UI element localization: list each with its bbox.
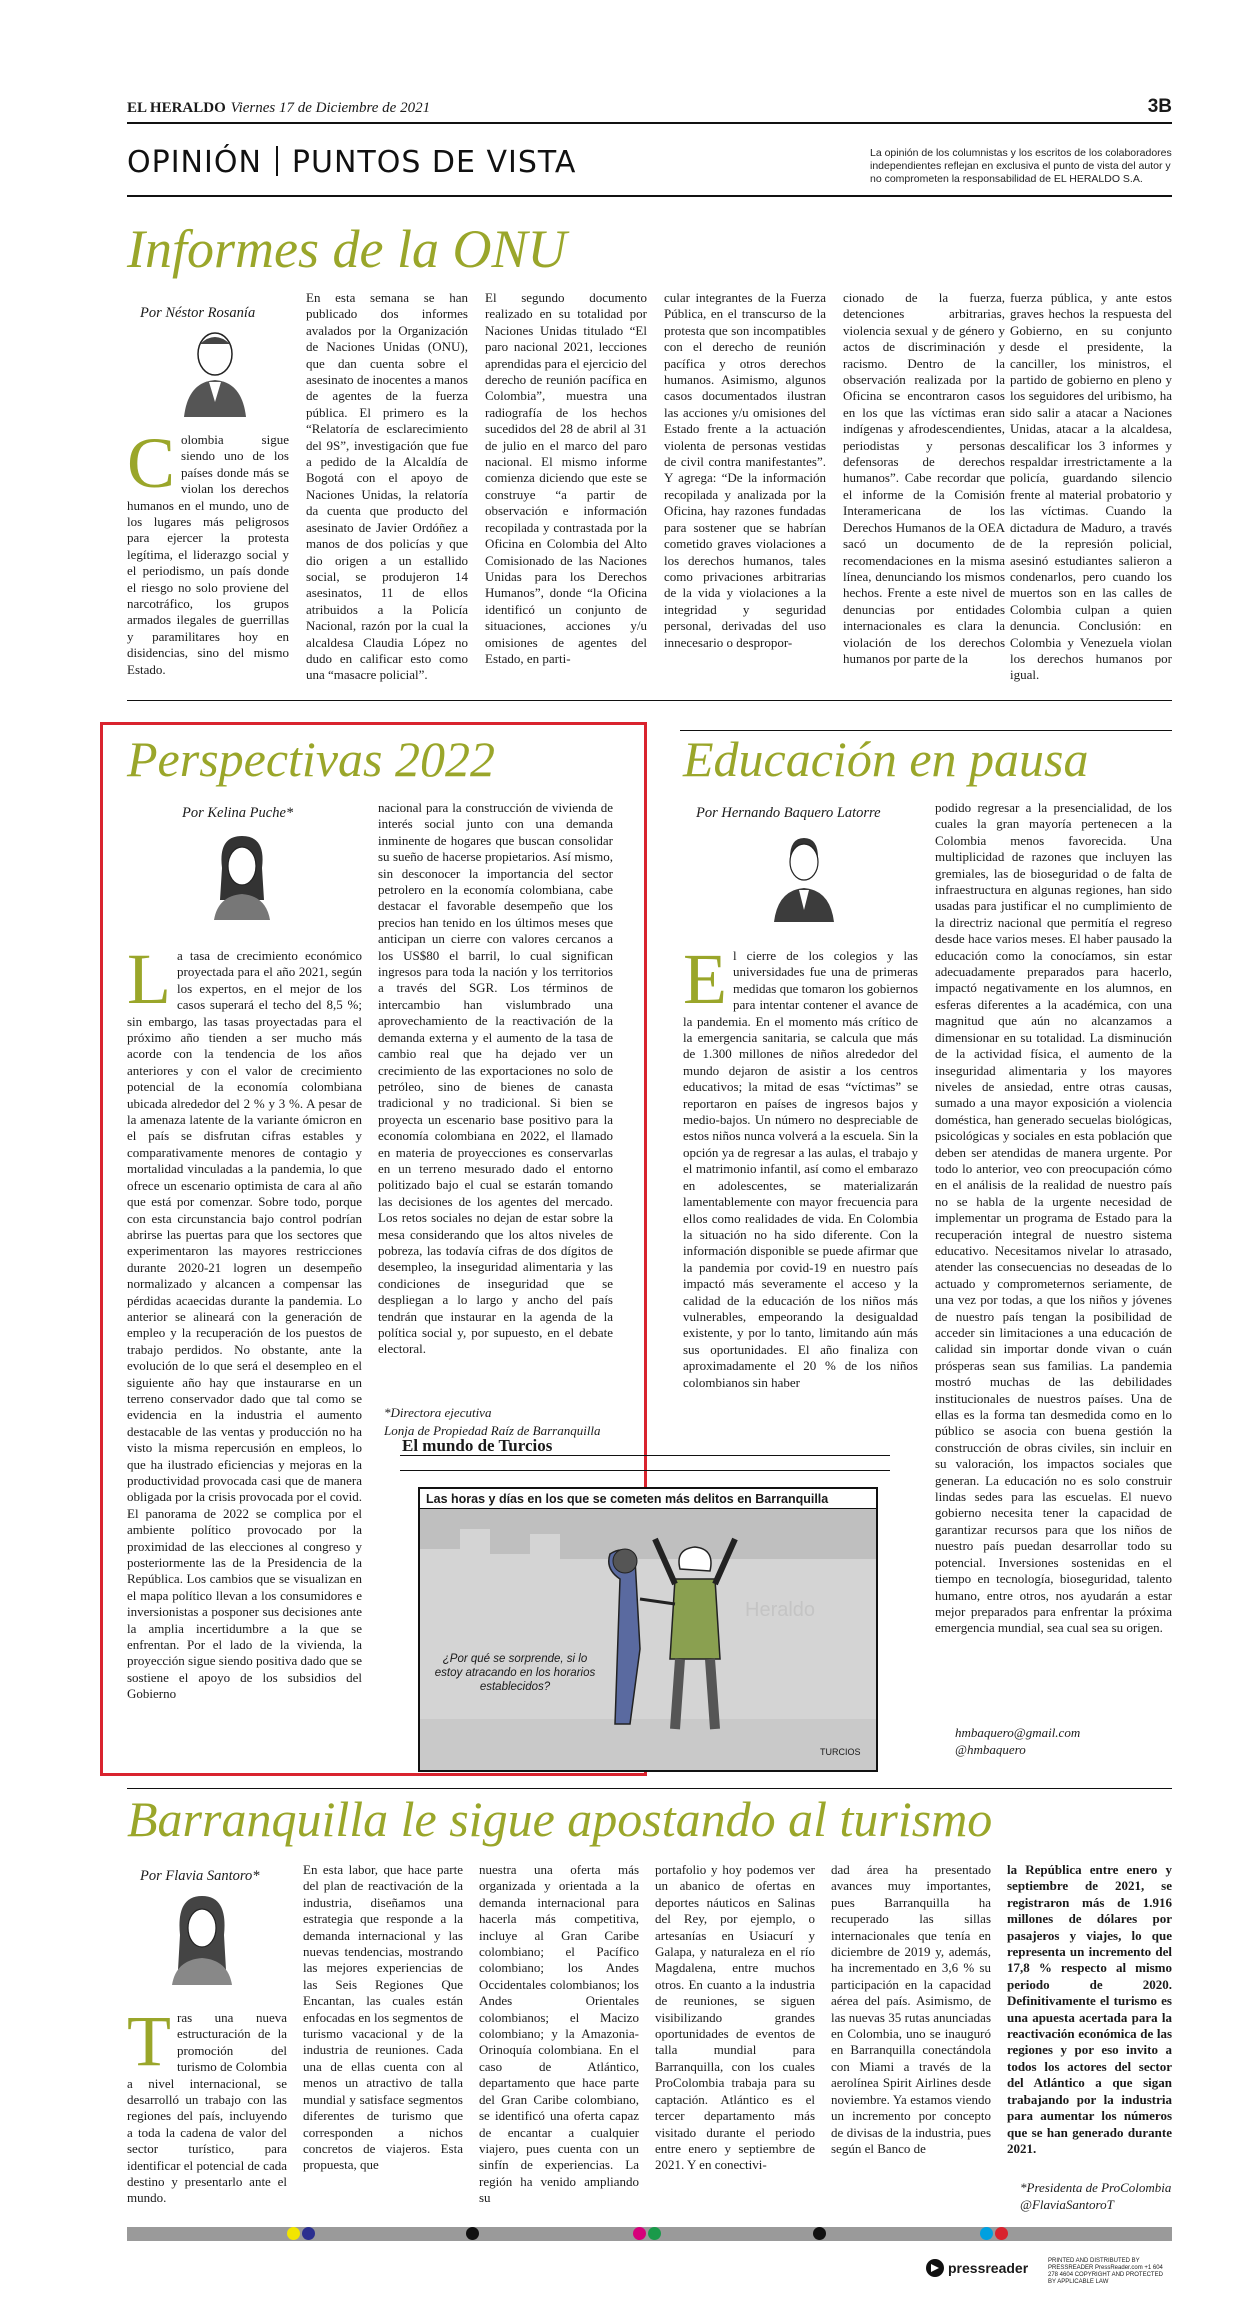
section-divider — [276, 146, 278, 176]
registration-dot-blue — [302, 2227, 315, 2240]
article1-col4: cular integrantes de la Fuerza Pública, en el transcurso de la protesta que son incompatibles con el derecho de reunión pacífica y otros derechos humanos. Asimismo, algunos casos documentados ilustran las acciones y/u omisiones del Estado frente a la actuación violenta de personas vestidas de civil contra manifestantes”. Y agrega: “De la información recopilada y analizada por la Oficina, hay razones fundadas para sostener que se habrían cometido graves violaciones a los derechos humanos, tales como privaciones arbitrarias de la vida y violaciones a la integridad y seguridad personal, derivadas del uso innecesario o despropor- — [664, 290, 826, 650]
article4-col4: portafolio y hoy podemos ver un abanico de ofertas en deportes náuticos en Salinas del Rey, por ejemplo, o artesanías en Usiacurí y Galapa, y naturaleza en el río Magdalena, entre muchos otros. En cuanto a la industria de reuniones, se siguen visibilizando grandes oportunidades de eventos de talla mundial para Barranquilla, con los cuales ProColombia trabaja para su captación. Atlántico es el tercer departamento más visitado durante el periodo entre enero y septiembre de 2021. Y en conectivi- — [655, 1862, 815, 2173]
footnote-procolombia: *Presidenta de ProColombia — [1020, 2180, 1172, 2195]
article1-col3: El segundo documento realizado en su totalidad por Naciones Unidas titulado “El paro nacional 2021, lecciones aprendidas para el ejercicio del derecho de reunión pacífica en Colombia”, muestra una radiografía de los hechos sucedidos del 28 de abril al 31 de julio en el marco del paro nacional. El mismo informe comienza diciendo que este se construye “a partir de observación e información recopilada y contrastada por la Oficina en Colombia del Alto Comisionado de las Naciones Unidas para los Derechos Humanos”, donde “la Oficina identificó un conjunto de situaciones, acciones y/u omisiones de agentes del Estado, en parti- — [485, 290, 647, 666]
article3-col2: podido regresar a la presencialidad, de los cuales la gran mayoría pertenecen a la Colombia menos favorecida. Una multiplicidad de razones que incluyen las gremiales, las de bioseguridad o de falta de infraestructura en algunas regiones, han sido usadas para justificar el no cumplimiento de la directriz nacional que permitía el regreso desde hace varios meses. El haber pausado la educación como la conocíamos, sin estar adecuadamente preparados para hacerlo, impactó negativamente en los alumnos, en esferas diferentes a la académica, con una magnitud que aún no alcanzamos a dimensionar en su totalidad. La disminución de la actividad física, el aumento de la inseguridad alimentaria y los mayores niveles de ansiedad, entre otras causas, sumado a una mayor exposición a violencia doméstica, han generado secuelas biológicas, psicológicas y sociales en esta población que deben ser atendidas de manera urgente. Por todo lo anterior, veo con preocupación cómo en el análisis de la realidad de nuestro país no se habla de la urgente necesidad de implementar un programa de Estado para la recuperación integral de nuestro sistema educativo. Necesitamos nivelar lo atrasado, atender las consecuencias no deseadas de lo actuado y comprometernos seriamente, de una vez por todas, a que los niños y jóvenes de nuestro país tengan la posibilidad de acceder sin limitaciones a una educación de calidad sin importar donde vivan o cuán prósperas sean sus familias. La pandemia mostró muchas de las debilidades institucionales de nuestros países. Una de ellas es la forma tan desmedida como en lo público se asocia con buena gestión la construcción de obras civiles, sin incluir en su valoración, los impactos sociales que generan. La educación no es solo construir lindas sedes para las escuelas. El nuevo gobierno necesita tener la capacidad de garantizar recursos para que los niños de nuestro país puedan desarrollar todo su potencial. Inversiones sostenidas en el tiempo en tecnología, bioseguridad, talento humano, entre otros, nos ayudarán a estar mejor preparados para enfrentar la próxima emergencia mundial, sea cual sea su origen. — [935, 800, 1172, 1636]
cartoon-speech: ¿Por qué se sorprende, si lo estoy atracando en los horarios establecidos? — [434, 1653, 596, 1693]
registration-dot-green — [648, 2227, 661, 2240]
dropcap-t: T — [127, 2010, 171, 2081]
article1-col1: Colombia sigue siendo uno de los países donde más se violan los derechos humanos en el mundo, uno de los lugares más peligrosos para ejercer la protesta legítima, el liderazgo social y el periodismo, un país donde el riesgo no solo proviene del narcotráfico, los grupos armados ilegales de guerrillas y paramilitares hoy en disidencias, sino del mismo Estado. — [127, 432, 289, 677]
dropcap-l: L — [127, 948, 171, 1019]
byline-baquero: Por Hernando Baquero Latorre — [696, 805, 881, 821]
article1-col2: En esta semana se han publicado dos informes avalados por la Organización de Naciones Unidas (ONU), que dan cuenta sobre el asesinato de inocentes a manos de agentes de la fuerza pública. El primero es la “Relatoría de esclarecimiento del 9S”, investigación que fue a pedido de la Alcaldía de Bogotá con el apoyo de Naciones Unidas, la relatoría da cuenta que producto del asesinato de Javier Ordóñez a manos de dos policías y que dio origen a un estallido social, se produjeron 14 asesinatos, 11 de ellos atribuidos a la Policía Nacional, razón por la cual la alcaldesa Claudia López no dudo en calificar esto como una “masacre policial”. — [306, 290, 468, 683]
newspaper-name: EL HERALDO — [127, 100, 226, 116]
article1-rule — [127, 700, 1172, 701]
registration-dot-black — [813, 2227, 826, 2240]
dropcap-c: C — [127, 432, 176, 503]
page-number: 3B — [1147, 96, 1172, 117]
byline-puche: Por Kelina Puche* — [182, 805, 294, 821]
registration-dot-black — [466, 2227, 479, 2240]
headline-barranquilla: Barranquilla le sigue apostando al turismo — [127, 1791, 993, 1847]
disclaimer: La opinión de los columnistas y los escritos de los colaboradores independientes reflejan en exclusiva el punto de vista del autor y no comprometen la responsabilidad de EL HERALDO S.A. — [870, 147, 1172, 185]
registration-dot-cyan — [980, 2227, 993, 2240]
article2-col1: La tasa de crecimiento económico proyectada para el año 2021, según los expertos, en el mejor de los casos superará el techo del 8,5 %; sin embargo, las tasas proyectadas para el próximo año tienden a ser mucho más acorde con la tendencia de los años anteriores y con el valor de crecimiento potencial de la economía colombiana ubicada alrededor del 2 % y 3 %. A pesar de la amenaza latente de la variante ómicron en el país se disfrutan cifras estables y comparativamente menores de contagio y mortalidad vinculadas a la pandemia, lo que ofrece un escenario optimista de cara al año que está por comenzar. Sobre todo, porque con esta circunstancia bajo control podrían abrirse las puertas para que los sectores que experimentaron las mayores restricciones durante 2020-21 logren un desempeño normalizado y alcancen a compensar las pérdidas acaecidas durante la pandemia. Lo anterior se alineará con la generación de empleo y la recuperación de los puestos de trabajo perdidos. No obstante, ante la evolución de lo que será el desempleo en el siguiente año hay que instaurarse en un terreno conservador dado que tal como se evidencia en la industria el aumento destacable de las ventas y producción no ha visto la misma repercusión en empleos, lo que ha ilustrado eficiencias y mejoras en la productividad provocada casi que de manera obligada por la crisis provocada por el covid. El panorama de 2022 se complica por el ambiente político provocado por la proximidad de las elecciones al congreso y posteriormente las de la Presidencia de la República. Los cambios que se visualizan en el mapa político llevan a los consumidores e inversionistas a posponer sus decisiones ante la amplia incertidumbre a la que se enfrentan. Por el lado de la vivienda, la proyección sigue siendo positiva dado que se sostiene el apoyo de los subsidios del Gobierno — [127, 948, 362, 1702]
cartoon-section-title: El mundo de Turcios — [402, 1436, 553, 1455]
article1-col5: cionado de la fuerza, detenciones arbitrarias, violencia sexual y de género y actos de discriminación y racismo. Dentro de la observación realizada por la Oficina se encontraron casos en los que las víctimas eran indígenas y afrodescendientes, periodistas y personas defensoras de derechos humanos”. Cabe recordar que el informe de la Comisión Interamericana de los Derechos Humanos de la OEA sacó un documento de recomendaciones en la misma línea, denunciando los mismos hechos. Frente a este nivel de denuncias por entidades internacionales es clara la violación de los derechos humanos por parte de la — [843, 290, 1005, 666]
section-puntos: PUNTOS DE VISTA — [291, 145, 577, 180]
author-portrait — [208, 830, 276, 920]
registration-dot-magenta — [633, 2227, 646, 2240]
author-portrait — [180, 322, 250, 417]
headline-educacion: Educación en pausa — [683, 731, 1089, 787]
section-header — [127, 145, 576, 180]
author-portrait — [770, 828, 838, 922]
author-handle: @FlaviaSantoroT — [1020, 2197, 1114, 2212]
article3-col1: El cierre de los colegios y las universidades fue una de primeras medidas que tomaron los gobiernos para intentar contener el avance de la pandemia. En el momento más crítico de la emergencia sanitaria, se calcula que más de 1.300 millones de niños alrededor del mundo dejaron de asistir a los centros educativos; la mitad de esas “víctimas” se reportaron en países de ingresos bajos y medio-bajos. Un número no despreciable de estos niños nunca volverá a la escuela. Sin la opción ya de regresar a las aulas, el trabajo y el matrimonio infantil, así como el embarazo en adolescentes, se materializarán lamentablemente con mayor frecuencia para ellos como realidades de vida. En Colombia la situación no ha sido diferente. Con la información disponible se puede afirmar que la pandemia por covid-19 en nuestro país impactó más severamente el acceso y la calidad de la educación de los niños más vulnerables, empeorando la desigualdad existente, y por lo tanto, limitando aún más sus oportunidades. El año finaliza con aproximadamente el 20 % de los niños colombianos sin haber — [683, 948, 918, 1390]
article1-col6: fuerza pública, y ante estos graves hechos la respuesta del Gobierno, en su conjunto desde el presidente, la canciller, los ministros, el partido de gobierno en pleno y los seguidores del uribismo, ha sido salir a atacar a Naciones Unidas, atacar a la alcaldesa, descalificar los 3 informes y respaldar irrestrictamente a la policía, guardando silencio frente al material probatorio y las víctimas. Cuando la dictadura de Maduro, a través de la represión policial, asesinó estudiantes salieron a condenarlos, pero cuando los muertos son en las calles de Colombia culpan a quien denuncia. Conclusión: en Colombia y Venezuela violan los derechos humanos por igual. — [1010, 290, 1172, 683]
headline-perspectivas: Perspectivas 2022 — [127, 731, 495, 787]
registration-dot-yellow — [287, 2227, 300, 2240]
pressreader-logo: pressreader — [948, 2260, 1029, 2276]
pressreader-notice: PRINTED AND DISTRIBUTED BY PRESSREADER PressReader.com +1 604 278 4604 COPYRIGHT AND PROTECTED BY APPLICABLE LAW — [1048, 2258, 1163, 2285]
section-opinion: OPINIÓN — [127, 145, 262, 180]
article4-rule — [127, 1788, 1172, 1789]
article4-col1: Tras una nueva estructuración de la promoción del turismo de Colombia a nivel internacional, se desarrolló un trabajo con las regiones del país, incluyendo a toda la cadena de valor del sector turístico, para identificar el potencial de cada destino y presentarlo ante el mundo. — [127, 2010, 287, 2206]
byline-rosania: Por Néstor Rosanía — [140, 305, 256, 321]
issue-date: Viernes 17 de Diciembre de 2021 — [230, 100, 431, 116]
pressreader-icon — [925, 2258, 945, 2278]
author-portrait — [168, 1890, 236, 1985]
footnote-directora: *Directora ejecutiva — [384, 1405, 492, 1420]
article4-col5: dad área ha presentado avances muy importantes, pues Barranquilla ha recuperado las sillas internacionales que tenía en diciembre de 2019 y, además, ha incrementado en 3,6 % su participación en la capacidad aérea del país. Asimismo, de las nuevas 35 rutas anunciadas en Colombia, uno se inauguró en Barranquilla conectándola con Miami a través de la aerolínea Spirit Airlines desde noviembre. Ya estamos viendo un incremento por concepto de divisas de la industria, pues según el Banco de — [831, 1862, 991, 2156]
headline-informes: Informes de la ONU — [127, 219, 567, 279]
registration-dot-red — [995, 2227, 1008, 2240]
cartoon-title: Las horas y días en los que se cometen más delitos en Barranquilla — [420, 1489, 876, 1509]
dropcap-e: E — [683, 948, 727, 1019]
byline-santoro: Por Flavia Santoro* — [140, 1868, 260, 1884]
author-handle: @hmbaquero — [955, 1742, 1026, 1757]
article4-col3: nuestra una oferta más organizada y orientada a la demanda internacional para hacerla más competitiva, incluye al Gran Caribe colombiano; el Pacífico colombiano; los Andes Occidentales colombianos; los Andes Orientales colombianos; el Macizo colombiano; y la Amazonia-Orinoquía colombiana. En el caso de Atlántico, departamento que hace parte del Gran Caribe colombiano, se identificó una oferta capaz de encantar a cualquier viajero, pues cuenta con un sinfín de experiencias. La región ha venido ampliando su — [479, 1862, 639, 2206]
article2-col2: nacional para la construcción de vivienda de interés social junto con una demanda inminente de hogares que buscan consolidar su sueño de hacerse propietarios. Así mismo, sin desconocer la importancia del sector petrolero en la economía colombiana, cabe destacar el favorable desempeño que los precios han tenido en los últimos meses que anticipan un cierre con valores cercanos a los US$80 el barril, lo cual significan ingresos para toda la nación y los territorios a través del SGR. Los términos de intercambio han vislumbrado una aprovechamiento de la reactivación de la demanda externa y el aumento de la tasa de cambio real que ha dejado ver un crecimiento de las exportaciones no solo de petróleo, sino de bienes de canasta tradicional y no tradicional. Si bien se proyecta un escenario base positivo para la economía colombiana en 2022, el llamado en materia de proyecciones es conservarlas en un terreno mesurado dado el entorno politizado bajo el cual se estarán tomando las decisiones de los agentes del mercado. Los retos sociales no dejan de estar sobre la mesa considerando que los altos niveles de pobreza, las todavía cifras de dos dígitos de desempleo, la inseguridad alimentaria y las condiciones de inseguridad que se despliegan a lo largo y ancho del país tendrán que instaurar en la agenda de la política social y, por supuesto, en el debate electoral. — [378, 800, 613, 1357]
author-email: hmbaquero@gmail.com — [955, 1725, 1081, 1740]
masthead-rule — [127, 122, 1172, 124]
cartoon-watermark: Heraldo — [745, 1599, 816, 1621]
article4-col6: la República entre enero y septiembre de 2021, se registraron más de 1.916 millones de dólares por pasajeros y viajes, lo que representa un incremento del 17,8 % respecto al mismo periodo de 2020. Definitivamente el turismo es una apuesta acertada para la reactivación económica de las regiones y por eso invito a todos los actores del sector del Atlántico a que sigan trabajando por la industria para aumentar los números que se han generado durante 2021. — [1007, 1862, 1172, 2156]
footnote-lonja: Lonja de Propiedad Raíz de Barranquilla — [384, 1423, 601, 1438]
article4-col2: En esta labor, que hace parte del plan de reactivación de la industria, diseñamos una estrategia que responde a la demanda internacional y las nuevas tendencias, mostrando las mejores experiencias de las Seis Regiones Que Encantan, las cuales están enfocadas en los segmentos de turismo vacacional y de la industria de reuniones. Cada una de ellas cuenta con al menos un atractivo de talla mundial y satisface segmentos diferentes de turismo que corresponden a nichos concretos de viajeros. Esta propuesta, que — [303, 1862, 463, 2173]
masthead — [127, 98, 1172, 120]
section-rule — [127, 195, 1172, 197]
cartoon-signature: TURCIOS — [820, 1747, 861, 1757]
